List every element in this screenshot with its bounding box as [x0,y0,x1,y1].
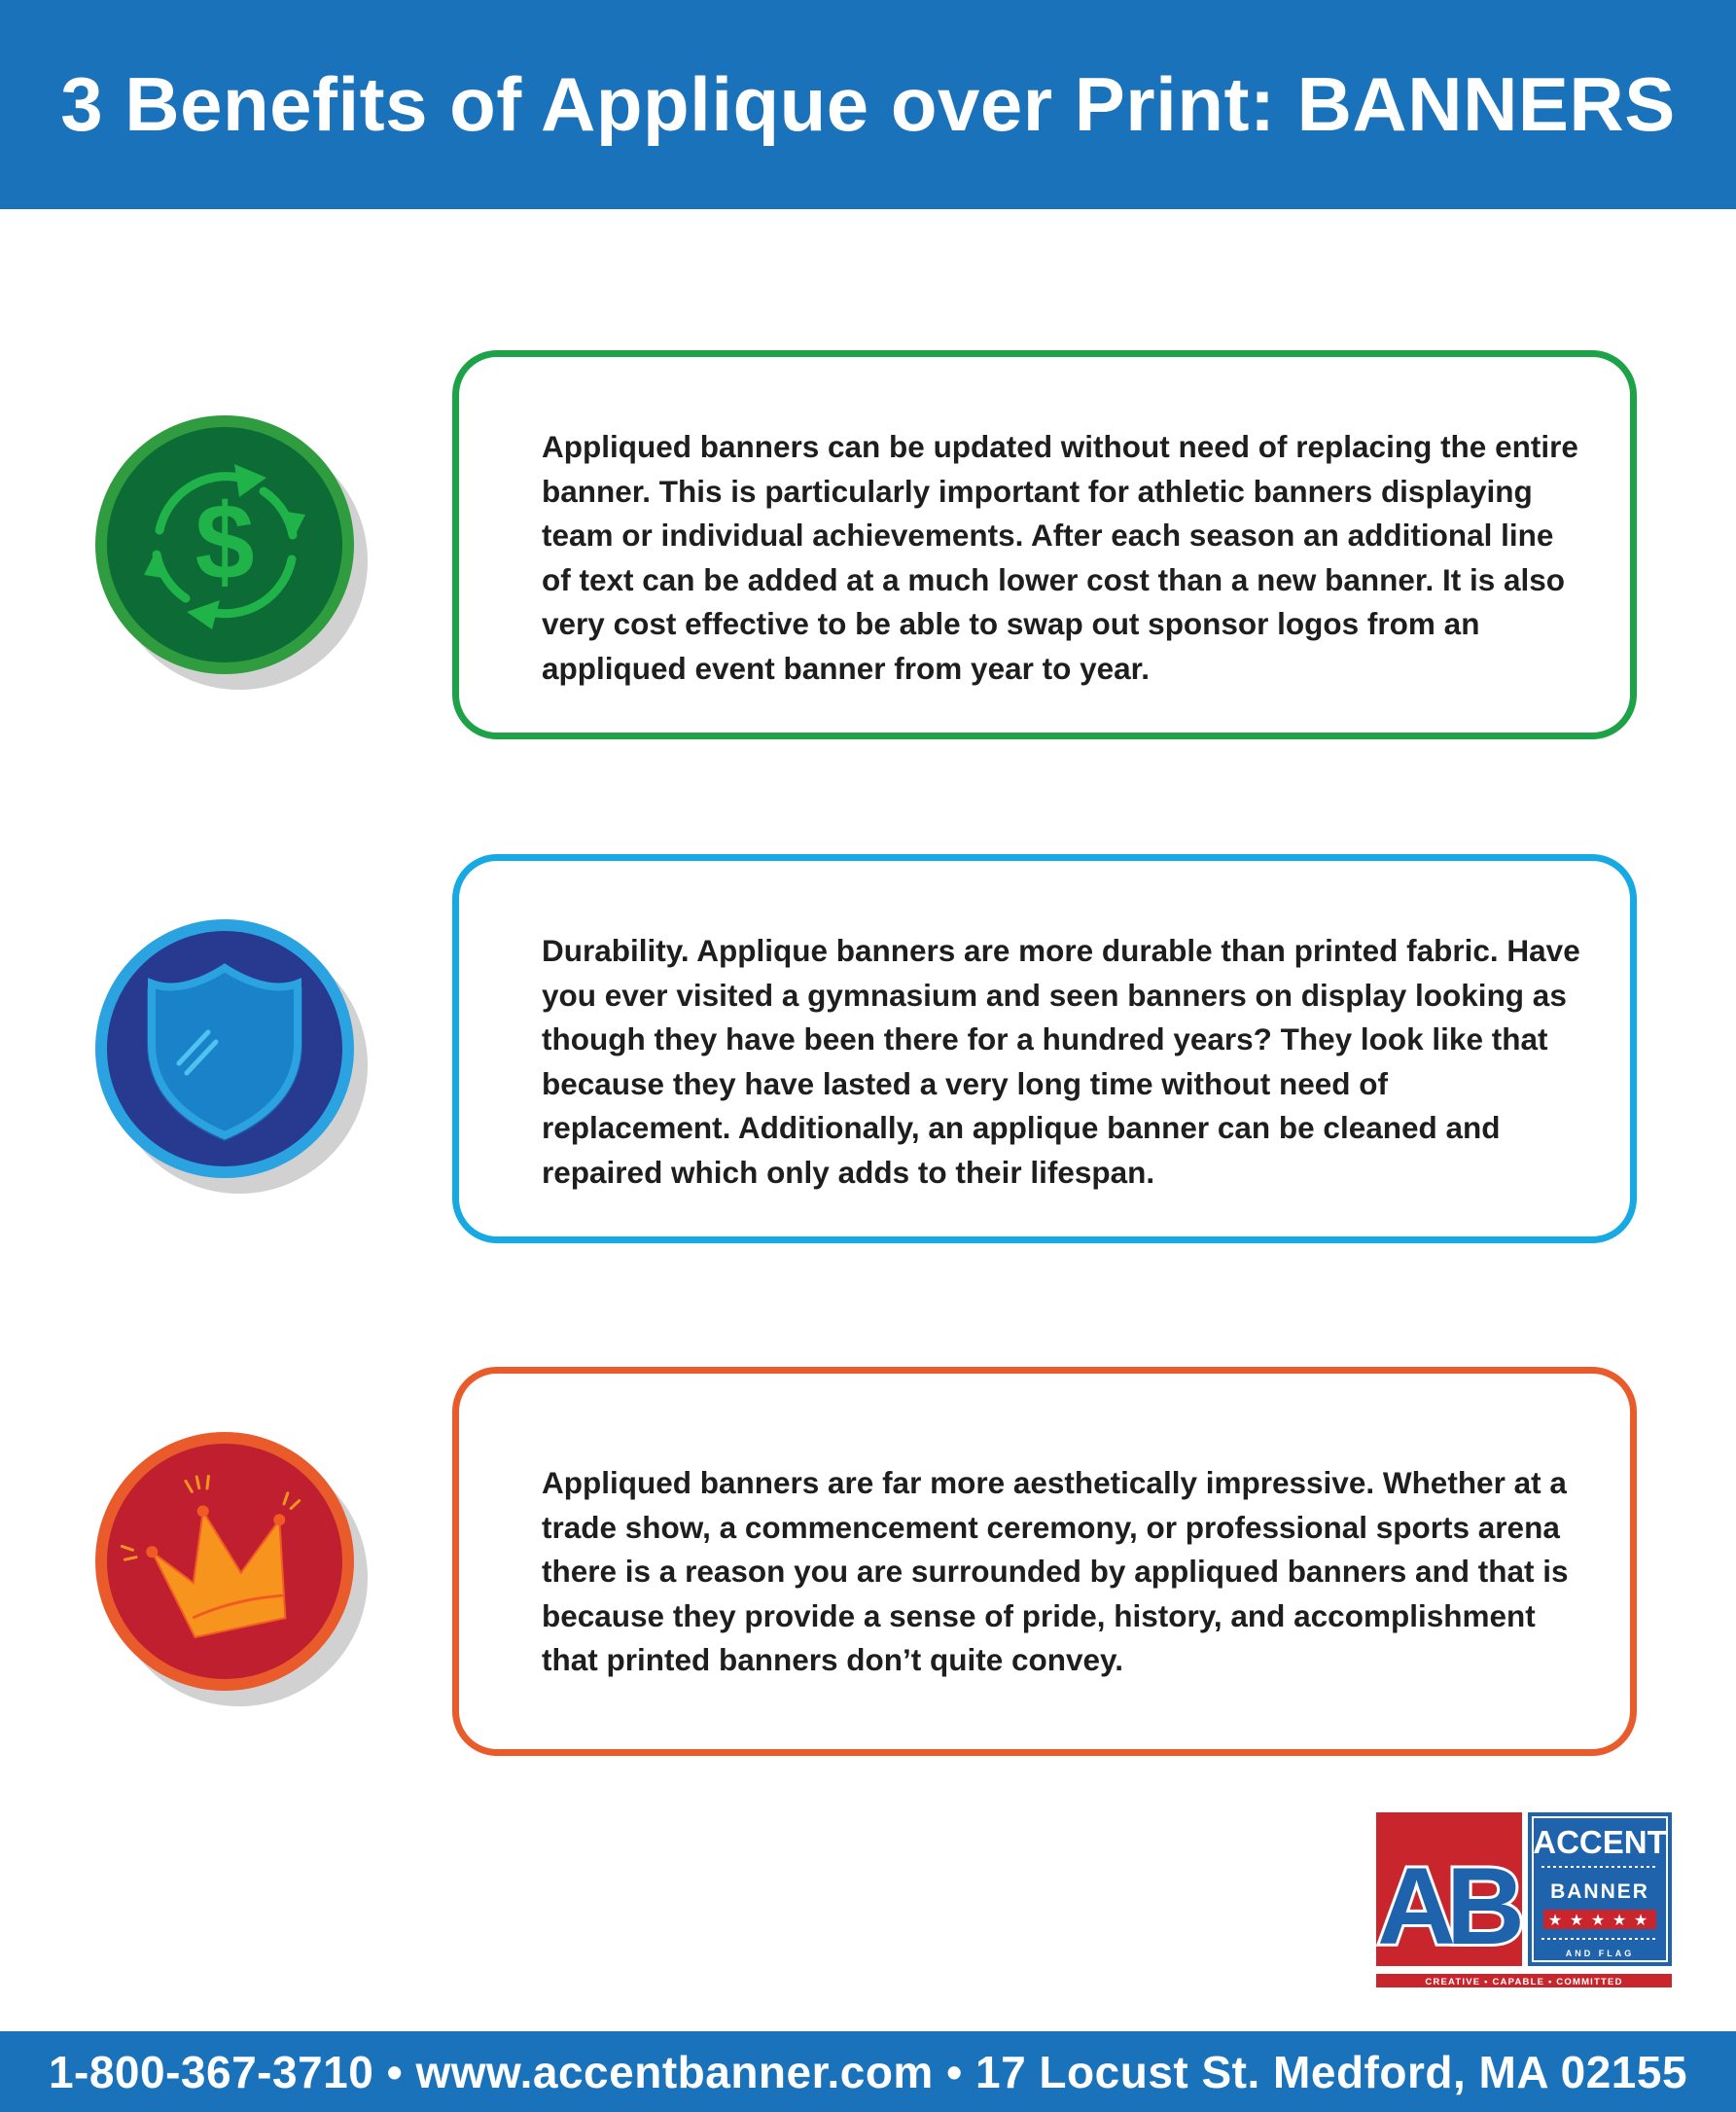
crown-icon [93,1430,356,1693]
svg-text:★: ★ [1633,1911,1648,1929]
benefit-card-aesthetics [452,1367,1637,1756]
logo-name-line-2: BANNER [1550,1880,1649,1903]
svg-text:★: ★ [1569,1911,1584,1929]
footer-contact: 1-800-367-3710 • www.accentbanner.com • 17 Locust St. Medford, MA 02155 [48,2046,1688,2097]
page-title: 3 Benefits of Applique over Print: BANNERS [60,61,1676,147]
benefit-text: Appliqued banners can be updated without need of replacing the entire banner. This is particularly important for athletic banners displaying team or individual achievements. After each season an additional line of text can be added at a much lower cost than a new banner. It is also very cost effective to be able to swap out sponsor logos from an appliqued event banner from year to year. [542,429,1578,686]
logo-name-line-1: ACCENT [1533,1824,1667,1860]
shield-icon [93,917,356,1180]
header-banner [0,0,1736,209]
dollar-cycle-icon [93,413,356,676]
benefit-card-durability [452,854,1637,1243]
benefit-text: Durability. Applique banners are more durable than printed fabric. Have you ever visited a gymnasium and seen banners on display looking as though they have been there for a hundred years? They look like that because they have lasted a very long time without need of replacement. Additionally, an applique banner can be cleaned and repaired which only adds to their lifespan. [542,933,1580,1190]
accent-banner-logo [1376,1812,1672,1989]
benefit-card-cost [452,350,1637,739]
footer-banner [0,2031,1736,2112]
svg-text:★: ★ [1547,1911,1563,1929]
benefit-text: Appliqued banners are far more aesthetically impressive. Whether at a trade show, a commencement ceremony, or professional sports arena there is a reason you are surrounded by appliqued banners and that is because they provide a sense of pride, history, and accomplishment that printed banners don’t quite convey. [542,1465,1569,1677]
logo-tagline: CREATIVE • CAPABLE • COMMITTED [1425,1977,1623,1987]
logo-monogram: AB [1377,1845,1515,1967]
svg-text:$: $ [195,483,255,602]
svg-text:★: ★ [1590,1911,1606,1929]
svg-text:★: ★ [1612,1911,1627,1929]
logo-name-line-3: AND FLAG [1565,1949,1635,1958]
